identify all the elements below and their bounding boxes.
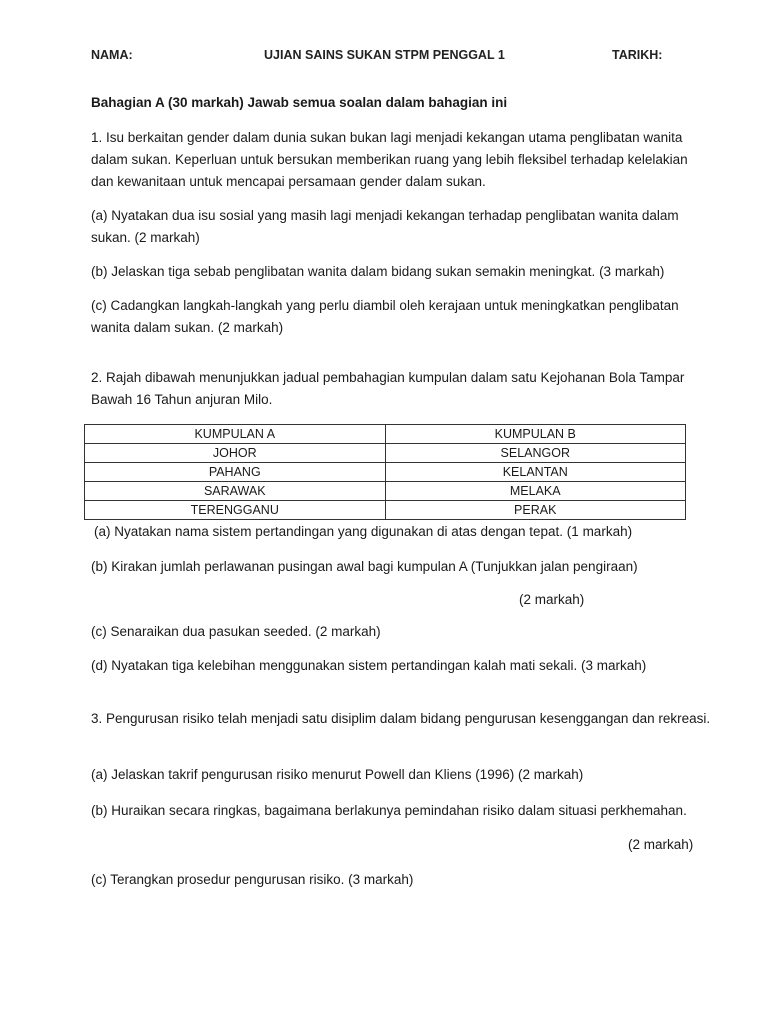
group-table: [84, 424, 686, 520]
q2-intro: 2. Rajah dibawah menunjukkan jadual pembahagian kumpulan dalam satu Kejohanan Bola Tampar Bawah 16 Tahun anjuran Milo.: [91, 370, 685, 407]
q3-part-b: (b) Huraikan secara ringkas, bagaimana berlakunya pemindahan risiko dalam situasi perkhemahan.: [91, 803, 687, 818]
q3-intro: 3. Pengurusan risiko telah menjadi satu disiplim dalam bidang pengurusan kesenggangan dan rekreasi.: [91, 711, 711, 726]
q3-part-b-marks: (2 markah): [628, 837, 694, 852]
q1-part-b: (b) Jelaskan tiga sebab penglibatan wanita dalam bidang sukan semakin meningkat. (3 markah): [91, 264, 665, 279]
date-label: TARIKH:: [612, 48, 663, 62]
name-label: NAMA:: [91, 48, 133, 62]
q1-part-a: (a) Nyatakan dua isu sosial yang masih lagi menjadi kekangan terhadap penglibatan wanita dalam sukan. (2 markah): [91, 208, 679, 245]
exam-title: UJIAN SAINS SUKAN STPM PENGGAL 1: [264, 48, 505, 62]
table-cell: PERAK: [385, 501, 686, 520]
q2-part-b: (b) Kirakan jumlah perlawanan pusingan awal bagi kumpulan A (Tunjukkan jalan pengiraan): [91, 559, 638, 574]
table-cell: MELAKA: [385, 482, 686, 501]
section-heading: Bahagian A (30 markah) Jawab semua soalan dalam bahagian ini: [91, 95, 508, 110]
q2-part-c: (c) Senaraikan dua pasukan seeded. (2 markah): [91, 624, 381, 639]
table-header-cell: KUMPULAN A: [85, 425, 386, 444]
table-cell: KELANTAN: [385, 463, 686, 482]
table-header-row: [85, 425, 686, 444]
q3-part-a: (a) Jelaskan takrif pengurusan risiko menurut Powell dan Kliens (1996) (2 markah): [91, 767, 584, 782]
table-row: [85, 501, 686, 520]
q2-part-d: (d) Nyatakan tiga kelebihan menggunakan sistem pertandingan kalah mati sekali. (3 markah): [91, 658, 647, 673]
table-row: [85, 444, 686, 463]
table-row: [85, 463, 686, 482]
q2-part-a: (a) Nyatakan nama sistem pertandingan yang digunakan di atas dengan tepat. (1 markah): [94, 524, 633, 539]
table-row: [85, 482, 686, 501]
q2-part-b-marks: (2 markah): [519, 592, 585, 607]
q1-intro: 1. Isu berkaitan gender dalam dunia sukan bukan lagi menjadi kekangan utama penglibatan wanita dalam sukan. Keperluan untuk bersukan memberikan ruang yang lebih fleksibel terhadap kelelakian dan kewanitaan untuk mencapai persamaan gender dalam sukan.: [91, 130, 688, 189]
q1-part-c: (c) Cadangkan langkah-langkah yang perlu diambil oleh kerajaan untuk meningkatkan penglibatan wanita dalam sukan. (2 markah): [91, 298, 679, 335]
table-cell: SARAWAK: [85, 482, 386, 501]
table-cell: PAHANG: [85, 463, 386, 482]
table-cell: SELANGOR: [385, 444, 686, 463]
table-header-cell: KUMPULAN B: [385, 425, 686, 444]
table-cell: JOHOR: [85, 444, 386, 463]
table-cell: TERENGGANU: [85, 501, 386, 520]
q3-part-c: (c) Terangkan prosedur pengurusan risiko. (3 markah): [91, 872, 414, 887]
